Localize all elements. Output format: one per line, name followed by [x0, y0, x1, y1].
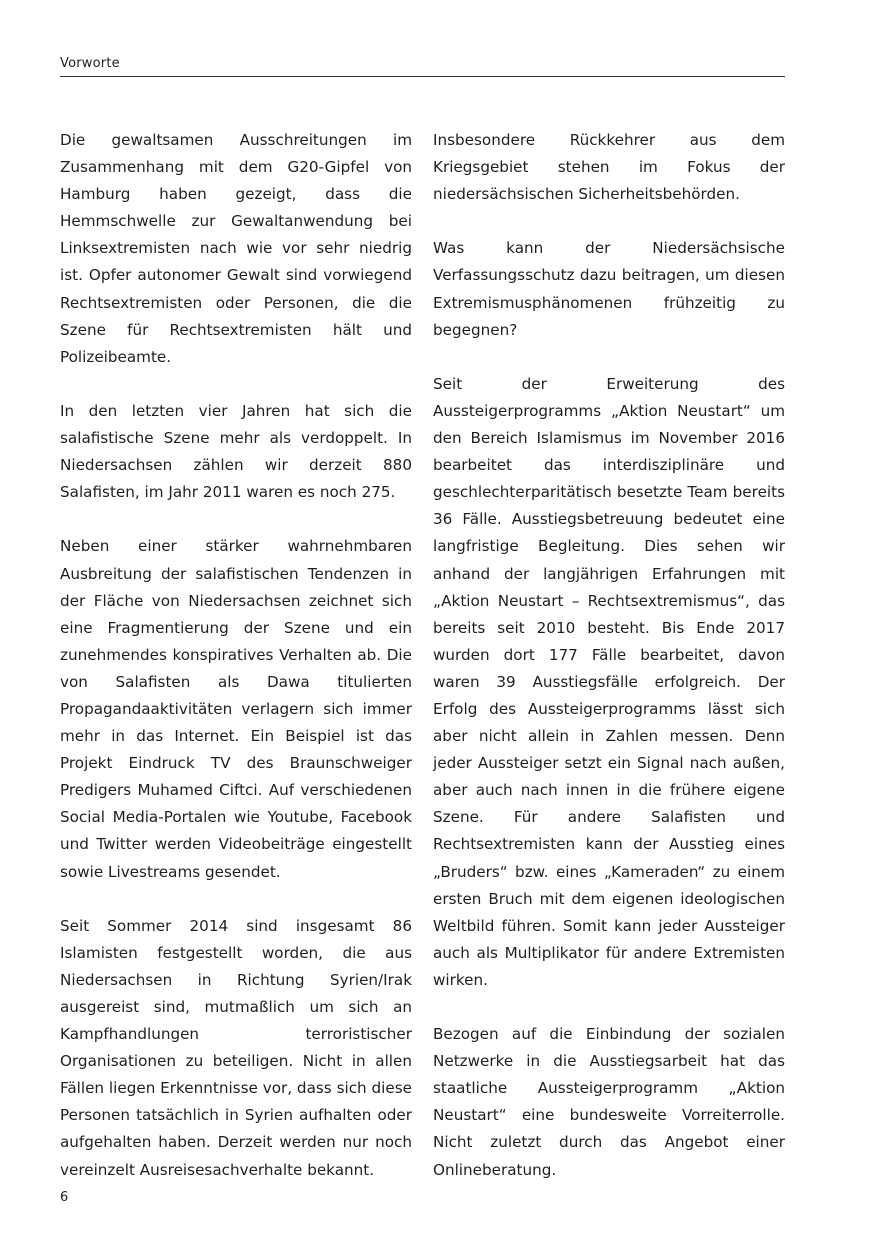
paragraph: Die gewaltsamen Ausschreitungen im Zusammenhang mit dem G20-Gipfel von Hamburg haben gezeigt, dass die Hemmschwelle zur Gewaltanwendung bei Linksextremisten nach wie vor sehr niedrig ist. Opfer autonomer Gewalt sind vorwiegend Rechtsextremisten oder Personen, die die Szene für Rechtsextremisten hält und Polizeibeamte.: [60, 131, 412, 366]
paragraph: Neben einer stärker wahrnehmbaren Ausbreitung der salafistischen Tendenzen in der Fläche von Niedersachsen zeichnet sich eine Fragmentierung der Szene und ein zunehmendes konspiratives Verhalten ab. Die von Salafisten als Dawa titulierten Propagandaaktivitäten verlagern sich immer mehr in das Internet. Ein Beispiel ist das Projekt Eindruck TV des Braunschweiger Predigers Muhamed Ciftci. Auf verschiedenen Social Media-Portalen wie Youtube, Facebook und Twitter werden Videobeiträge eingestellt sowie Livestreams gesendet.: [60, 537, 412, 881]
right-text-column: [433, 127, 785, 1184]
paragraph: In den letzten vier Jahren hat sich die salafistische Szene mehr als verdoppelt. In Niedersachsen zählen wir derzeit 880 Salafisten, im Jahr 2011 waren es noch 275.: [60, 401, 412, 502]
paragraph: Bezogen auf die Einbindung der sozialen Netzwerke in die Ausstiegsarbeit hat das staatliche Aussteigerprogramm „Aktion Neustart“ eine bundesweite Vorreiterrolle. Nicht zuletzt durch das Angebot einer Onlineberatung.: [433, 1025, 785, 1179]
running-header: [60, 56, 785, 77]
section-title: Vorworte: [60, 56, 120, 71]
paragraph: Insbesondere Rückkehrer aus dem Kriegsgebiet stehen im Fokus der niedersächsischen Sicherheitsbehörden.: [433, 131, 785, 204]
paragraph: Was kann der Niedersächsische Verfassungsschutz dazu beitragen, um diesen Extremismusphänomenen frühzeitig zu begegnen?: [433, 239, 785, 339]
page-number: 6: [60, 1190, 69, 1205]
left-text-column: [60, 127, 412, 1184]
paragraph: Seit Sommer 2014 sind insgesamt 86 Islamisten festgestellt worden, die aus Niedersachsen in Richtung Syrien/Irak ausgereist sind, mutmaßlich um sich an Kampfhandlungen terroristischer Organisationen zu beteiligen. Nicht in allen Fällen liegen Erkenntnisse vor, dass sich diese Personen tatsächlich in Syrien aufhalten oder aufgehalten haben. Derzeit werden nur noch vereinzelt Ausreisesachverhalte bekannt.: [60, 916, 412, 1179]
paragraph: Seit der Erweiterung des Aussteigerprogramms „Aktion Neustart“ um den Bereich Islamismus im November 2016 bearbeitet das interdisziplinäre und geschlechterparitätisch besetzte Team bereits 36 Fälle. Ausstiegsbetreuung bedeutet eine langfristige Begleitung. Dies sehen wir anhand der langjährigen Erfahrungen mit „Aktion Neustart – Rechtsextremismus“, das bereits seit 2010 besteht. Bis Ende 2017 wurden dort 177 Fälle bearbeitet, davon waren 39 Ausstiegsfälle erfolgreich. Der Erfolg des Aussteigerprogramms lässt sich aber nicht allein in Zahlen messen. Denn jeder Aussteiger setzt ein Signal nach außen, aber auch nach innen in die frühere eigene Szene. Für andere Salafisten und Rechtsextremisten kann der Ausstieg eines „Bruders“ bzw. eines „Kameraden“ zu einem ersten Bruch mit dem eigenen ideologischen Weltbild führen. Somit kann jeder Aussteiger auch als Multiplikator für andere Extremisten wirken.: [433, 374, 785, 989]
